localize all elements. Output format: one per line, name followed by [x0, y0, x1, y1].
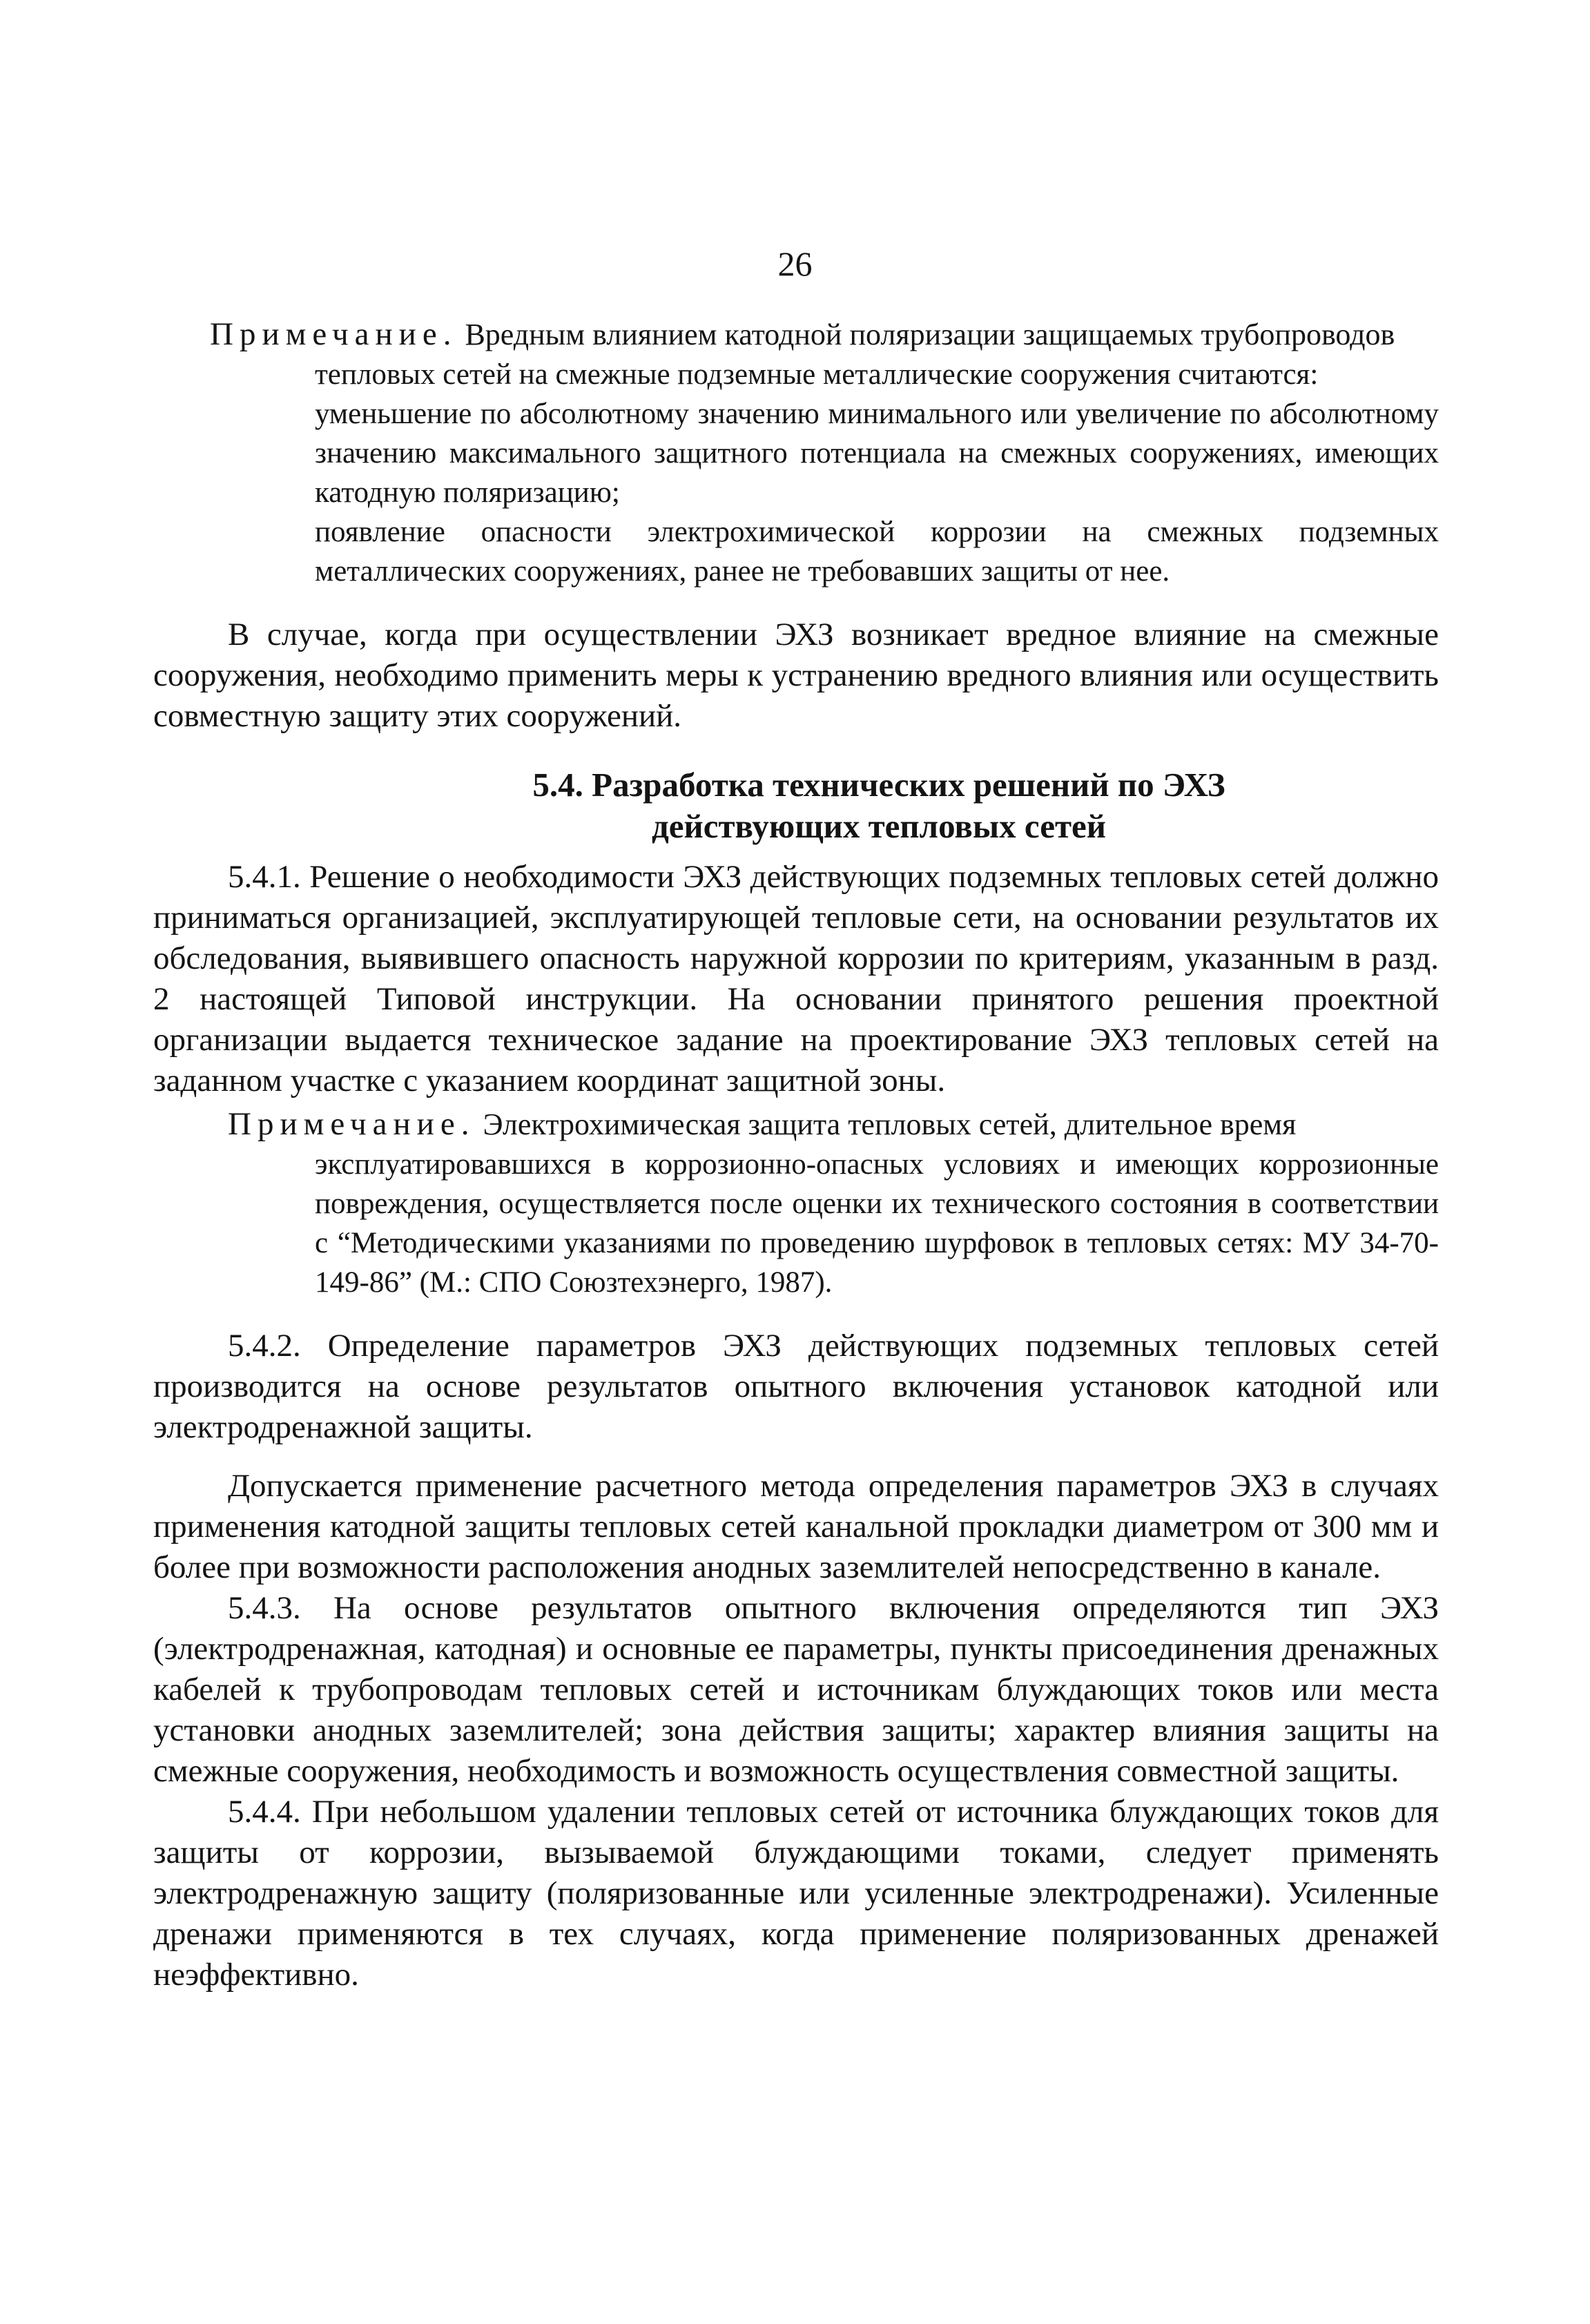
note-1-continuation: тепловых сетей на смежные подземные металлические сооружения считаются:: [315, 358, 1319, 391]
note-2-label: Примечание.: [228, 1106, 476, 1142]
note-1-item-1: уменьшение по абсолютному значению минимального или увеличение по абсолютному значению максимального защитного потенциала на смежных сооружениях, имеющих катодную поляризацию;: [315, 398, 1439, 509]
paragraph-5-4-2-continued: Допускается применение расчетного метода определения параметров ЭХЗ в случаях применения катодной защиты тепловых сетей канальной прокладки диаметром от 300 мм и более при возможности расположения анодных заземлителей непосредственно в канале.: [153, 1468, 1439, 1585]
paragraph-5-4-3: 5.4.3. На основе результатов опытного включения определяются тип ЭХЗ (электродренажная, катодная) и основные ее параметры, пункты присоединения дренажных кабелей к трубопроводам тепловых сетей и источникам блуждающих токов или места установки анодных заземлителей; зона действия защиты; характер влияния защиты на смежные сооружения, необходимость и возможность осуществления совместной защиты.: [153, 1590, 1439, 1789]
section-heading-line-1: 5.4. Разработка технических решений по ЭХЗ: [532, 766, 1225, 804]
page-number: 26: [777, 244, 813, 283]
note-1-item-2: появление опасности электрохимической коррозии на смежных подземных металлических сооружениях, ранее не требовавших защиты от нее.: [315, 516, 1439, 588]
paragraph-5-4-1: 5.4.1. Решение о необходимости ЭХЗ действующих подземных тепловых сетей должно приниматься организацией, эксплуатирующей тепловые сети, на основании результатов их обследования, выявившего опасность наружной коррозии по критериям, указанным в разд. 2 настоящей Типовой инструкции. На основании принятого решения проектной организации выдается техническое задание на проектирование ЭХЗ тепловых сетей на заданном участке с указанием координат защитной зоны.: [153, 859, 1439, 1098]
section-heading: [319, 764, 1439, 847]
note-2-body: эксплуатировавшихся в коррозионно-опасных условиях и имеющих коррозионные повреждения, осуществляется после оценки их технического состояния в соответствии с “Методическими указаниями по проведению шурфовок в тепловых сетях: МУ 34-70-149-86” (М.: СПО Союзтехэнерго, 1987).: [315, 1148, 1439, 1299]
paragraph-5-4-2: 5.4.2. Определение параметров ЭХЗ действующих подземных тепловых сетей производится на основе результатов опытного включения установок катодной или электродренажной защиты.: [153, 1328, 1439, 1445]
note-2-heading: [153, 1104, 1439, 1145]
note-1-lead: Вредным влиянием катодной поляризации защищаемых трубопроводов: [457, 318, 1395, 351]
section-heading-line-2: действующих тепловых сетей: [651, 807, 1107, 845]
note-2-lead: Электрохимическая защита тепловых сетей, длительное время: [475, 1107, 1297, 1141]
page-content: [153, 314, 1439, 1995]
paragraph-harmful-influence: В случае, когда при осуществлении ЭХЗ возникает вредное влияние на смежные сооружения, необходимо применить меры к устранению вредного влияния или осуществить совместную защиту этих сооружений.: [153, 617, 1439, 734]
note-1-heading: [153, 314, 1439, 355]
paragraph-5-4-4: 5.4.4. При небольшом удалении тепловых сетей от источника блуждающих токов для защиты от коррозии, вызываемой блуждающими токами, следует применять электродренажную защиту (поляризованные или усиленные электродренажи). Усиленные дренажи применяются в тех случаях, когда применение поляризованных дренажей неэффективно.: [153, 1794, 1439, 1993]
note-1-label: Примечание.: [210, 316, 458, 352]
